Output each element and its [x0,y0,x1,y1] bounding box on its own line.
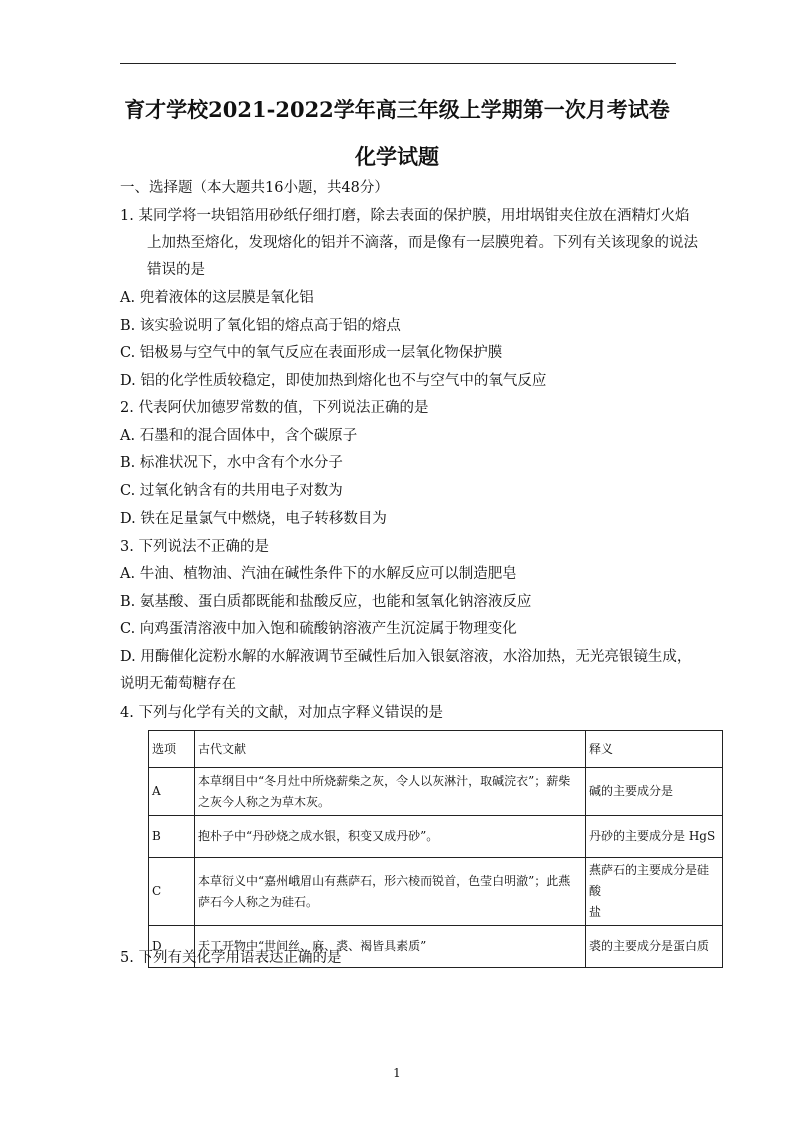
q5-stem: 5. 下列有关化学用语表达正确的是 [120,950,342,966]
table-header-row [149,731,723,768]
q2-stem: 2. 代表阿伏加德罗常数的值，下列说法正确的是 [120,400,429,416]
row-literature-line1: 抱朴子中“丹砂烧之成水银，积变又成丹砂”。 [198,829,439,843]
exam-title: 育才学校2021-2022学年高三年级上学期第一次月考试卷 [124,97,670,122]
row-literature [195,768,586,816]
table-row [149,768,723,816]
section-heading: 一、选择题（本大题共16小题，共48分） [120,180,389,196]
row-explanation-line1: 裘的主要成分是蛋白质 [589,939,710,953]
row-literature-line1: 天工开物中“世间丝、麻、裘、褐皆具素质” [198,939,427,953]
row-option: C [149,858,195,926]
q3-option-b: B. 氨基酸、蛋白质都既能和盐酸反应，也能和氢氧化钠溶液反应 [120,594,532,610]
q3-option-d-cont: 说明无葡萄糖存在 [120,676,236,692]
row-literature-line1: 本草衍义中“嘉州峨眉山有燕萨石，形六棱而锐首，色莹白明澈”；此燕 [198,873,571,888]
row-explanation-line1: 燕萨石的主要成分是硅酸 [589,863,710,898]
q2-option-c: C. 过氧化钠含有的共用电子对数为 [120,483,343,499]
exam-subtitle: 化学试题 [355,144,439,169]
row-explanation [586,858,723,926]
q2-option-d: D. 铁在足量氯气中燃烧，电子转移数目为 [120,511,387,527]
row-literature [195,816,586,858]
row-option: A [149,768,195,816]
q4-literature-table [148,730,723,968]
table-header-explanation: 释义 [586,731,723,768]
row-literature [195,858,586,926]
q1-stem-line1: 1. 某同学将一块铝箔用砂纸仔细打磨，除去表面的保护膜，用坩埚钳夹住放在酒精灯火焰 [120,208,690,224]
row-option: D [149,926,195,968]
row-literature-line1: 本草纲目中“冬月灶中所烧薪柴之灰，令人以灰淋汁，取碱浣衣”；薪柴 [198,773,571,788]
table-row [149,816,723,858]
row-explanation-line1: 碱的主要成分是 [589,784,674,798]
q3-option-a: A. 牛油、植物油、汽油在碱性条件下的水解反应可以制造肥皂 [120,566,517,582]
q1-option-d: D. 铝的化学性质较稳定，即使加热到熔化也不与空气中的氧气反应 [120,373,547,389]
row-literature-line2: 萨石今人称之为硅石。 [198,894,319,909]
q3-option-c: C. 向鸡蛋清溶液中加入饱和硫酸钠溶液产生沉淀属于物理变化 [120,621,517,637]
q3-stem: 3. 下列说法不正确的是 [120,539,269,555]
q3-option-d: D. 用酶催化淀粉水解的水解液调节至碱性后加入银氨溶液，水浴加热，无光亮银镜生成， [120,649,692,665]
q1-option-a: A. 兜着液体的这层膜是氧化铝 [120,290,314,306]
page-number: 1 [393,1066,401,1080]
row-option: B [149,816,195,858]
table-header-literature: 古代文献 [195,731,586,768]
q2-option-a: A. 石墨和的混合固体中，含个碳原子 [120,428,358,444]
q1-stem-line3: 错误的是 [147,262,205,278]
table-row [149,858,723,926]
row-literature-line2: 之灰今人称之为草木灰。 [198,794,331,809]
q1-option-c: C. 铝极易与空气中的氧气反应在表面形成一层氧化物保护膜 [120,345,503,361]
q2-option-b: B. 标准状况下，水中含有个水分子 [120,455,343,471]
table-header-option: 选项 [149,731,195,768]
q1-option-b: B. 该实验说明了氧化铝的熔点高于铝的熔点 [120,318,401,334]
row-explanation-line1: 丹砂的主要成分是 HgS [589,829,716,843]
row-explanation [586,768,723,816]
row-explanation [586,816,723,858]
header-rule [120,63,676,64]
row-explanation [586,926,723,968]
row-explanation-line2: 盐 [589,905,602,919]
q4-stem: 4. 下列与化学有关的文献，对加点字释义错误的是 [120,705,443,721]
q1-stem-line2: 上加热至熔化，发现熔化的铝并不滴落，而是像有一层膜兜着。下列有关该现象的说法 [147,235,698,251]
